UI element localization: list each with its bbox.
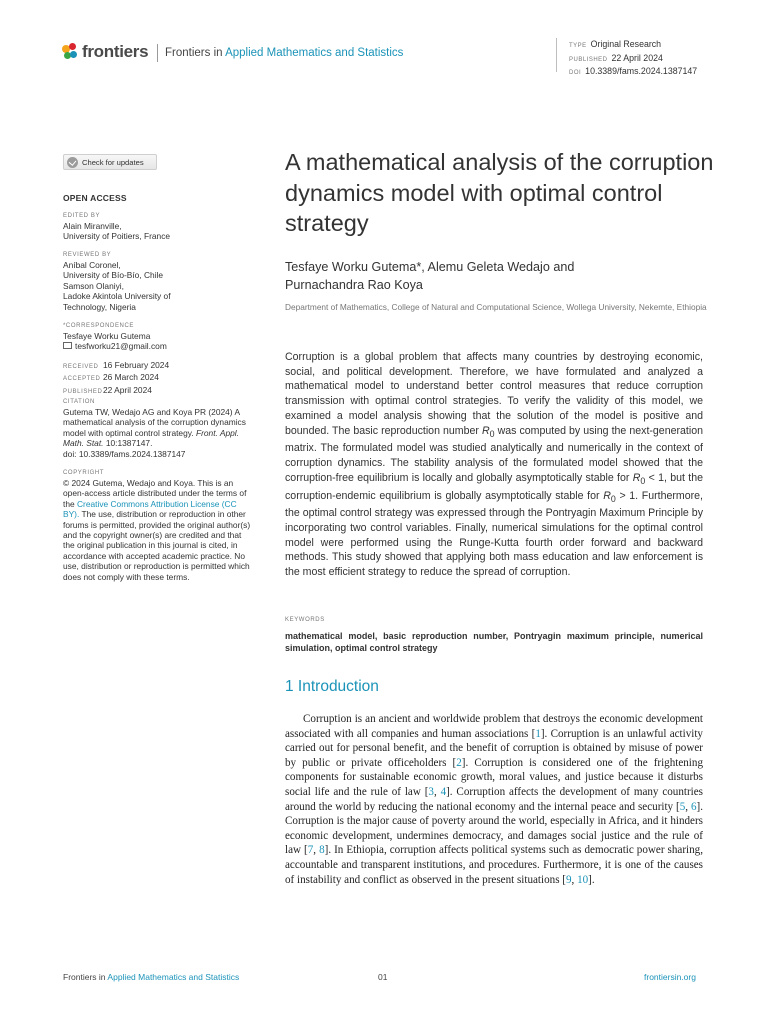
ref-sep: ,: [433, 785, 441, 798]
r0-sub: 0: [489, 428, 495, 439]
reviewed-by: [63, 250, 253, 312]
check-updates-label: Check for updates: [82, 157, 144, 167]
mail-icon: [63, 342, 72, 349]
edited-by-label: EDITED BY: [63, 213, 101, 219]
r0-relation: < 1,: [648, 471, 667, 484]
intro-text: ].: [588, 873, 595, 886]
citation-journal: Front. Appl. Math. Stat.: [63, 427, 239, 449]
correspondence-label: *CORRESPONDENCE: [63, 323, 135, 329]
journal-name: Applied Mathematics and Statistics: [225, 47, 404, 59]
footer-journal-name: Applied Mathematics and Statistics: [107, 972, 240, 982]
intro-text: ]. Corruption is the major cause of poverty around the world, especially in Africa, and it hinders economic development, undermines democracy, and damages social justice and the rule of law [: [285, 800, 704, 857]
journal-prefix: Frontiers in: [165, 47, 223, 59]
abstract-text: but the corruption-endemic equilibrium is globally asymptotically stable for: [285, 471, 703, 502]
received-label: RECEIVED: [63, 364, 99, 370]
footer-journal[interactable]: [63, 972, 239, 982]
editor-line: Alain Miranville,: [63, 221, 122, 231]
meta-divider: [556, 38, 557, 72]
r0-symbol: [482, 425, 495, 437]
doi-label: DOI: [569, 70, 582, 76]
dates: [63, 360, 253, 397]
authors: [285, 258, 725, 295]
open-access-label: OPEN ACCESS: [63, 193, 127, 203]
check-updates-icon: [67, 157, 78, 168]
article-meta: [569, 39, 697, 80]
correspondence-email[interactable]: tesfworku21@gmail.com: [75, 341, 167, 352]
r0-letter: R: [632, 471, 641, 484]
ref-link[interactable]: 6: [691, 800, 697, 813]
intro-text: ]. Corruption affects the development of many countries around the world by reducing the national economy and the internal peace and security [: [285, 785, 703, 813]
reviewed-by-label: REVIEWED BY: [63, 252, 112, 258]
ref-link[interactable]: 10: [577, 873, 589, 886]
edited-by: [63, 211, 253, 242]
r0-letter: R: [481, 424, 490, 437]
abstract: [285, 350, 703, 580]
citation-doi[interactable]: doi: 10.3389/fams.2024.1387147: [63, 448, 186, 459]
ref-link[interactable]: 5: [679, 800, 686, 813]
introduction-paragraph: [285, 712, 703, 887]
ref-sep: ,: [685, 800, 691, 813]
r0-letter: R: [603, 489, 611, 502]
correspondence-email-row[interactable]: [63, 341, 253, 351]
ref-link[interactable]: 1: [535, 727, 541, 740]
authors-line: Tesfaye Worku Gutema*, Alemu Geleta Wedajo and: [285, 260, 575, 274]
footer-site-link[interactable]: frontiersin.org: [644, 972, 696, 982]
citation-part: Gutema TW, Wedajo AG and Koya PR (2024) A mathematical analysis of the corruption dynamics model with optimal control strategy.: [63, 407, 246, 438]
section-heading: 1 Introduction: [285, 678, 379, 695]
page-number: 01: [378, 972, 388, 982]
abstract-text: Corruption is a global problem that affects many countries by destroying economic, social, and political development. Therefore, we have formulated and analyzed a mathematical model to understand better control measures that reduce corruption transmission with optimal control strategies. To verify the validity of this model, we examined a model analysis showing that the solution of the model is positive and bounded. The basic reproduction number: [285, 351, 703, 437]
doi-value[interactable]: 10.3389/fams.2024.1387147: [585, 66, 698, 76]
ref-link[interactable]: 2: [456, 756, 462, 769]
type-value: Original Research: [590, 39, 662, 49]
reviewer-line: Technology, Nigeria: [63, 301, 136, 312]
article-title: A mathematical analysis of the corruption dynamics model with optimal control strategy: [285, 149, 714, 236]
intro-text: ]. Corruption is an unlawful activity carried out for personal benefit, and the benefit of corruption is obtained by misuse of power by public or private officeholders [: [285, 727, 703, 769]
accepted-label: ACCEPTED: [63, 376, 101, 383]
r0-sub: 0: [640, 475, 646, 486]
accepted-date: 26 March 2024: [103, 372, 159, 383]
editor-line: University of Poitiers, France: [63, 231, 171, 242]
type-label: TYPE: [569, 43, 587, 49]
reviewer-line: Ladoke Akintola University of: [63, 291, 171, 302]
copyright-part: The use, distribution or reproduction in other forums is permitted, provided the original author(s) and the copyright owner(s) are credited and that the original publication in this journal is cited, in accordance with accepted academic practice. No use, distribution or reproduction is permitted which does not comply with these terms.: [63, 509, 251, 582]
ref-link[interactable]: 3: [428, 785, 434, 798]
keywords-label: KEYWORDS: [285, 617, 325, 623]
abstract-text: was computed by using the next-generation matrix. The formulated model was studied analytically and numerically in the context of corruption dynamics. The stability analysis of the formulated model showed that the corruption-free equilibrium is locally and globally asymptotically stable for: [285, 424, 703, 484]
footer-journal-prefix: Frontiers in: [63, 972, 106, 982]
reviewer-line: Aníbal Coronel,: [63, 260, 121, 270]
frontiers-logo[interactable]: [62, 42, 148, 62]
copyright-label: COPYRIGHT: [63, 470, 105, 476]
r0-condition: [603, 490, 638, 502]
intro-text: ]. Corruption is considered one of the frightening components for sustainable economic growth, moral values, and justice because it disturbs social life and the rule of law [: [285, 756, 703, 798]
correspondence: [63, 321, 253, 352]
frontiers-logo-icon: [62, 43, 78, 61]
affiliation: Department of Mathematics, College of Natural and Computational Science, Wollega University, Nekemte, Ethiopia: [285, 302, 707, 312]
r0-relation: > 1.: [619, 489, 639, 502]
correspondence-name: Tesfaye Worku Gutema: [63, 331, 151, 341]
copyright-part: © 2024 Gutema, Wedajo and Koya. This is an open-access article distributed under the terms of the: [63, 478, 247, 509]
published-label: PUBLISHED: [63, 388, 103, 395]
header-divider: [157, 44, 158, 62]
intro-text: ]. In Ethiopia, corruption affects political systems such as democratic power sharing, accountable and transparent institutions, and procedures. Furthermore, it is one of the causes of instability and conflict as observed in the present situations [: [285, 844, 703, 886]
reviewer-line: Samson Olaniyi,: [63, 280, 124, 291]
r0-condition: [633, 472, 667, 484]
cc-by-link[interactable]: Creative Commons Attribution License (CC BY).: [63, 498, 237, 520]
ref-sep: ,: [571, 873, 578, 886]
copyright: [63, 468, 253, 582]
received-date: 16 February 2024: [103, 360, 170, 370]
published-date: 22 April 2024: [103, 384, 152, 395]
ref-link[interactable]: 9: [565, 873, 572, 886]
r0-sub: 0: [610, 493, 616, 504]
citation-volume: 10:1387147.: [105, 438, 153, 449]
check-for-updates-button[interactable]: [63, 154, 157, 170]
logo-text: frontiers: [82, 42, 149, 61]
copyright-text: [63, 478, 253, 582]
citation-text: [63, 407, 253, 449]
reviewer-line: University of Bío-Bío, Chile: [63, 270, 164, 281]
keywords: mathematical model, basic reproduction number, Pontryagin maximum principle, numerical simulation, optimal control strategy: [285, 631, 703, 653]
abstract-text: Furthermore, the optimal control strategy was expressed through the Pontryagin Maximum Principle by incorporating two control variables. Finally, numerical simulations for the optimal control model were performed using the Runge-Kutta fourth order forward and backward methods. This study showed that applying both mass education and law enforcement is the most efficient strategy to reduce the spread of corruption.: [285, 489, 703, 579]
authors-line: Purnachandra Rao Koya: [285, 278, 423, 293]
published-value: 22 April 2024: [611, 52, 663, 63]
ref-link[interactable]: 7: [307, 844, 314, 857]
published-label: PUBLISHED: [569, 56, 608, 63]
ref-link[interactable]: 4: [440, 785, 447, 798]
citation: [63, 397, 253, 459]
ref-link[interactable]: 8: [319, 844, 325, 857]
intro-text: Corruption is an ancient and worldwide problem that destroys the economic development associated with all companies and human associations [: [285, 713, 703, 740]
journal-name-header[interactable]: [165, 47, 403, 59]
citation-label: CITATION: [63, 399, 95, 405]
ref-sep: ,: [313, 844, 320, 857]
